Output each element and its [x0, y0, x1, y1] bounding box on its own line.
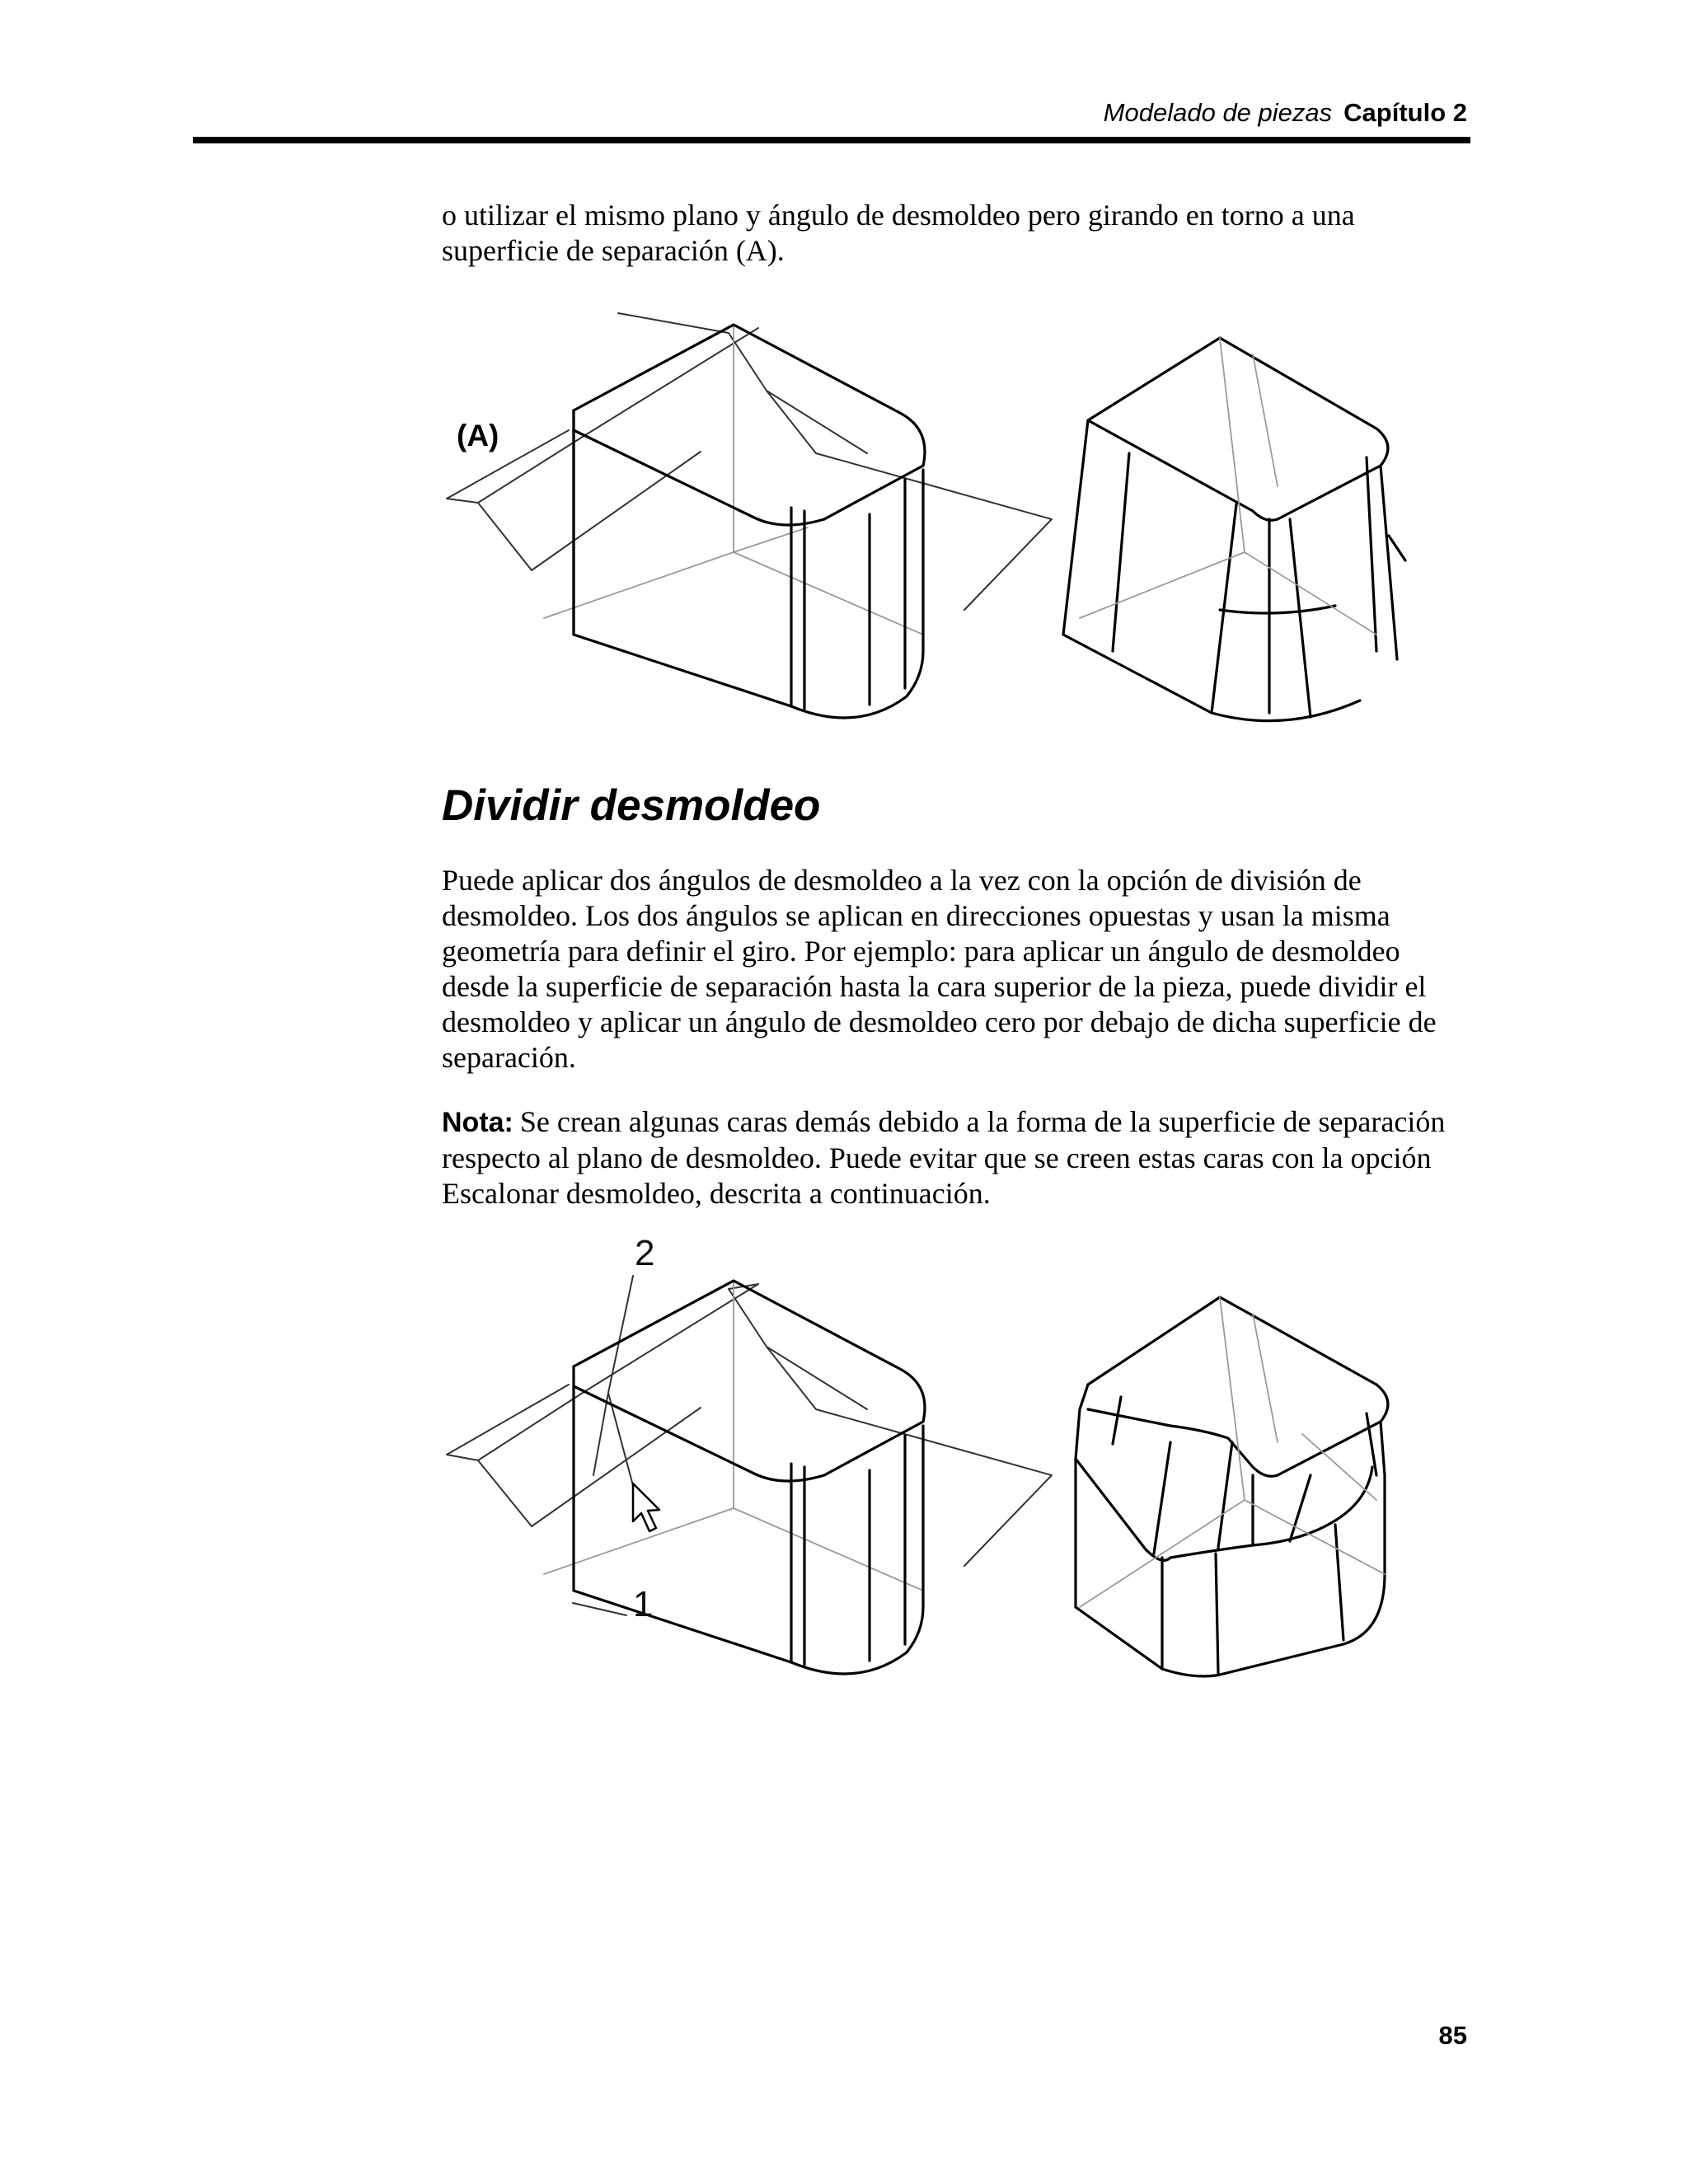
parting-surface [447, 1284, 1052, 1566]
figure-split-draft [429, 1228, 1451, 1690]
header-section-title: Modelado de piezas [1103, 98, 1333, 127]
header-rule [193, 137, 1470, 143]
part-left [574, 325, 925, 718]
figure-1-drawing [429, 288, 1451, 725]
parting-surface [447, 313, 1052, 610]
leader-lines [573, 1276, 638, 1615]
body-paragraph: Puede aplicar dos ángulos de desmoldeo a la vez con la opción de división de desmoldeo. Los dos ángulos se aplican en direcciones opuestas y usan la misma geometría para definir el giro. Por ejemplo: para aplicar un ángulo de desmoldeo desde la superficie de separación hasta la cara superior de la pieza, puede dividir el desmoldeo y aplicar un ángulo de desmoldeo cero por debajo de dicha superficie de separación. [442, 864, 1437, 1074]
callout-1-label: 1 [633, 1584, 654, 1624]
callout-2-label: 2 [635, 1233, 655, 1273]
note-text: Se crean algunas caras demás debido a la forma de la superficie de separación respecto al plano de desmoldeo. Puede evitar que se creen estas caras con la opción Escalonar desmoldeo, descrita a continuación. [442, 1105, 1446, 1210]
note-paragraph [442, 1104, 1472, 1212]
running-header [1104, 98, 1467, 128]
page-number: 85 [1438, 2021, 1467, 2050]
intro-paragraph: o utilizar el mismo plano y ángulo de desmoldeo pero girando en torno a una superficie de separación (A). [442, 199, 1355, 267]
note-label: Nota: [442, 1107, 513, 1138]
part-hidden-edges [544, 325, 923, 635]
part-right [1076, 1297, 1388, 1676]
part-right [1063, 338, 1405, 721]
callout-a-label: (A) [457, 419, 499, 452]
figure-draft-parting-surface [429, 288, 1451, 725]
arrow-cursor-icon [633, 1483, 659, 1531]
header-chapter-label: Capítulo 2 [1343, 98, 1467, 127]
figure-2-drawing [429, 1228, 1451, 1690]
part-right-hidden [1080, 338, 1376, 635]
section-heading: Dividir desmoldeo [442, 781, 821, 830]
